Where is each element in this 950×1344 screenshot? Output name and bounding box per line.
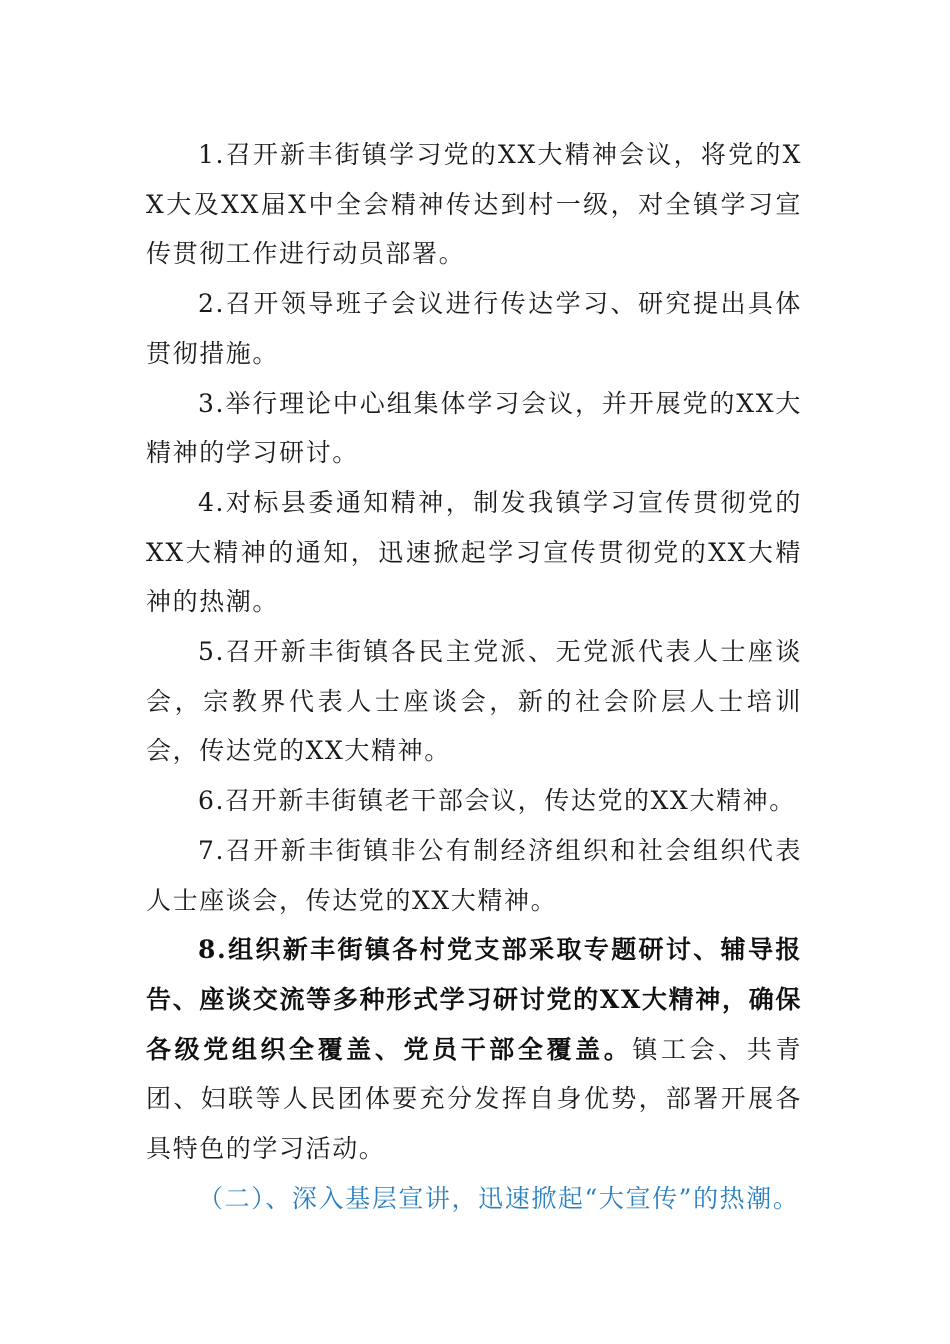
paragraph-7: 7.召开新丰街镇非公有制经济组织和社会组织代表人士座谈会，传达党的XX大精神。 xyxy=(146,835,802,915)
paragraph-8-bold-text: 8.组织新丰街镇各村党支部采取专题研讨、辅导报告、座谈交流等多种形式学习研讨党的XX大精神，确保各级党组织全覆盖、党员干部全覆盖。 xyxy=(146,935,802,1064)
paragraph-2: 2.召开领导班子会议进行传达学习、研究提出具体贯彻措施。 xyxy=(146,289,802,368)
paragraph-8-normal-text: 镇工会、共青团、妇联等人民团体要充分发挥自身优势，部署开展各具特色的学习活动。 xyxy=(146,1034,803,1164)
paragraph-6: 6.召开新丰街镇老干部会议，传达党的XX大精神。 xyxy=(198,786,796,816)
paragraph-1: 1.召开新丰街镇学习党的XX大精神会议，将党的XX大及XX届X中全会精神传达到村一级，对全镇学习宣传贯彻工作进行动员部署。 xyxy=(146,140,802,269)
paragraph-3: 3.举行理论中心组集体学习会议，并开展党的XX大精神的学习研讨。 xyxy=(146,388,802,468)
document-body xyxy=(146,130,802,1223)
section-heading: （二）、深入基层宣讲，迅速掀起“大宣传”的热潮。 xyxy=(198,1183,800,1213)
paragraph-4: 4.对标县委通知精神，制发我镇学习宣传贯彻党的XX大精神的通知，迅速掀起学习宣传贯彻党的XX大精神的热潮。 xyxy=(146,487,802,617)
paragraph-5: 5.召开新丰街镇各民主党派、无党派代表人士座谈会，宗教界代表人士座谈会，新的社会阶层人士培训会，传达党的XX大精神。 xyxy=(146,637,802,766)
paragraph-8 xyxy=(146,925,802,1174)
